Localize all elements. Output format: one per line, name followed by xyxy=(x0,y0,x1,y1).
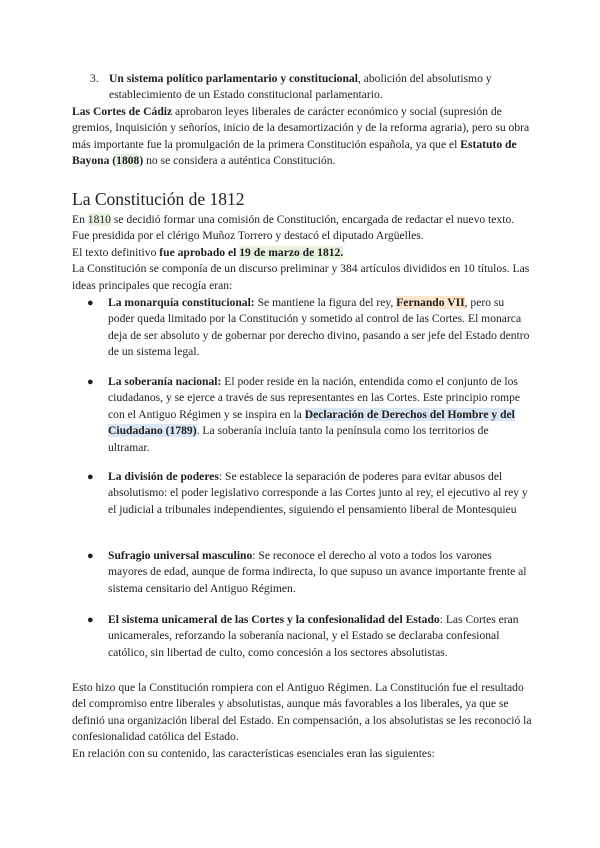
bullet-body: El poder reside en la nación, entendida como el conjunto de los ciudadanos, y se ejerce a través de sus representantes en las Cortes. Este principio rompe con el Antiguo Régimen y se inspira en la xyxy=(108,375,521,421)
estatuto-close: ) xyxy=(139,154,144,168)
bullet-body: : Se establece la separación de poderes para evitar abusos del absolutismo: el poder legislativo corresponde a las Cortes junto al rey, el ejecutivo al rey y el judicial a tribunales independientes, siguiendo el pensamiento liberal de Montesquieu xyxy=(108,470,528,516)
approval-bold: fue aprobado el xyxy=(159,245,240,259)
bullet-title: La soberanía nacional: xyxy=(108,375,222,388)
bullet-monarquia xyxy=(87,295,532,361)
bullet-text xyxy=(108,548,532,597)
bullet-dot: ● xyxy=(87,297,94,309)
bullet-title: El sistema unicameral de las Cortes y la confesionalidad del Estado xyxy=(108,613,440,626)
body-text: En xyxy=(72,213,88,226)
section-heading: La Constitución de 1812 xyxy=(72,189,245,209)
section-body xyxy=(72,212,532,294)
bullet-title: La monarquía constitucional: xyxy=(108,296,255,309)
bullet-dot: ● xyxy=(87,471,94,483)
cortes-cadiz-bold: Las Cortes de Cádiz xyxy=(72,105,173,118)
intro-text-1: aprobaron leyes liberales de carácter económico y social (supresión de gremios, Inquisición y señoríos, inicio de la desamortización y de la reforma agraria), pero su obra más importante fue la promulgación de la primera Constitución española, ya que el xyxy=(72,105,530,151)
approval-date-highlight: 19 de marzo de 1812. xyxy=(239,245,344,259)
body-paragraph-2 xyxy=(72,245,532,261)
bullet-body: , pero su poder queda limitado por la Constitución y sometido al control de las Cortes. El monarca deja de ser absoluto y de gobernar por derecho divino, pasando a ser jefe del Estado dentro de un sistema legal. xyxy=(108,296,530,359)
bullet-text xyxy=(108,612,532,661)
year-1810-highlight: 1810 xyxy=(87,213,111,226)
bullet-division xyxy=(87,469,532,518)
bullet-title: La división de poderes xyxy=(108,470,219,483)
closing-paragraph-1: Esto hizo que la Constitución rompiera con el Antiguo Régimen. La Constitución fue el resultado del compromiso entre liberales y absolutistas, aunque más favorables a los liberales, ya que se definió una organización liberal del Estado. En compensación, a los absolutistas se les reconoció la confesionalidad católica del Estado. xyxy=(72,681,532,744)
bullet-text xyxy=(108,295,532,361)
estatuto-label: Estatuto de Bayona ( xyxy=(72,137,517,168)
bullet-unicameral xyxy=(87,612,532,661)
list-item-bold: Un sistema político parlamentario y constitucional xyxy=(109,72,358,85)
list-number: 3. xyxy=(90,72,99,85)
year-1808-highlight: 1808 xyxy=(116,154,140,168)
intro-text-2: no se considera a auténtica Constitución. xyxy=(143,154,336,168)
intro-paragraph xyxy=(72,104,532,170)
body-text: se decidió formar una comisión de Constitución, encargada de redactar el nuevo texto. Fue presidida por el clérigo Muñoz Torrero y destacó el diputado Argüelles. xyxy=(72,213,515,243)
bullet-body: Se mantiene la figura del rey, xyxy=(254,296,397,309)
bullet-body: : Las Cortes eran unicamerales, reforzando la soberanía nacional, y el Estado se declaraba confesional católico, sin libertad de culto, como concesión a los sectores absolutistas. xyxy=(108,613,519,659)
bullet-sufragio xyxy=(87,548,532,597)
bullet-title: Sufragio universal masculino xyxy=(108,549,253,562)
closing-section xyxy=(72,680,532,762)
fernando-vii-highlight: Fernando VII xyxy=(396,296,465,309)
list-item-text xyxy=(109,71,530,104)
body-paragraph-3: La Constitución se componía de un discurso preliminar y 384 artículos divididos en 10 títulos. Las ideas principales que recogía eran: xyxy=(72,262,530,292)
bullet-text xyxy=(108,469,532,518)
bullet-text xyxy=(108,374,532,456)
closing-paragraph-2: En relación con su contenido, las características esenciales eran las siguientes: xyxy=(72,746,435,760)
bullet-body: : Se reconoce el derecho al voto a todos los varones mayores de edad, aunque de forma indirecta, lo que supuso un avance importante frente al sistema censitario del Antiguo Régimen. xyxy=(108,549,527,595)
numbered-item-3 xyxy=(90,71,530,104)
bullet-body: . La soberanía incluía tanto la península como los territorios de ultramar. xyxy=(108,424,489,454)
body-text: El texto definitivo xyxy=(72,245,160,259)
declaracion-highlight: Declaración de Derechos del Hombre y del Ciudadano (1789) xyxy=(108,407,515,438)
body-paragraph-1 xyxy=(72,212,532,245)
list-item-rest: , abolición del absolutismo y establecimiento de un Estado constitucional parlamentario. xyxy=(109,72,492,102)
bullet-soberania xyxy=(87,374,532,456)
bullet-dot: ● xyxy=(87,550,94,562)
bullet-dot: ● xyxy=(87,614,94,626)
bullet-dot: ● xyxy=(87,376,94,388)
